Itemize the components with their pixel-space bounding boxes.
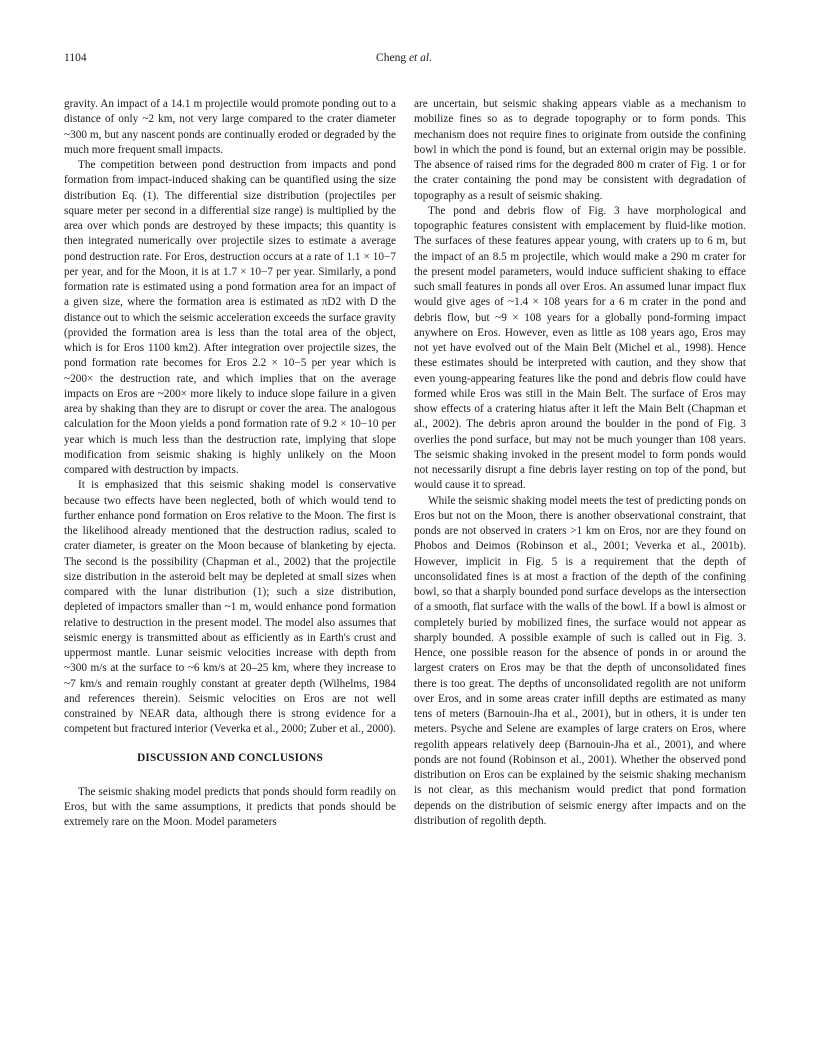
running-head-authors [64,52,744,64]
right-column [414,97,746,829]
section-heading: DISCUSSION AND CONCLUSIONS [137,751,323,764]
paragraph: The pond and debris flow of Fig. 3 have morphological and topographic features consistent with emplacement by fluid-like motion. The surfaces of these features appear young, with craters up to 6 m, but the impact of an 8.5 m projectile, which would make a 290 m crater for the present model parameters, would induce sufficient shaking to efface such small features in ponds all over Eros. An assumed lunar impact flux would give ages of ~1.4 × 108 years for a 6 m crater in the pond and debris flow, but ~9 × 108 years for a globally pond-forming impact anywhere on Eros. However, even as little as 108 years ago, Eros may not yet have evolved out of the Main Belt (Michel et al., 1998). Hence these estimates should be interpreted with caution, and they show that even young-appearing features like the pond and debris flow could have formed while Eros was still in the Main Belt. The surface of Eros may show effects of a cratering hiatus after it left the Main Belt (Chapman et al., 2002). The debris apron around the boulder in the pond of Fig. 3 overlies the pond surface, but may not be much younger than 108 years. The seismic shaking invoked in the present model to form ponds would not necessarily disrupt a fine debris layer resting on top of the pond, but would cause it to spread. [414,204,746,492]
paragraph: While the seismic shaking model meets the test of predicting ponds on Eros but not on the Moon, there is another observational constraint, that ponds are not observed in craters >1 km on Eros, nor are they found on Phobos and Deimos (Robinson et al., 2001; Veverka et al., 2001b). However, implicit in Fig. 5 is a requirement that the depth of unconsolidated fines is at most a fraction of the depth of the confining bowl, so that a sharply bounded pond surface develops as the intersection of a smooth, flat surface with the walls of the bowl. If a bowl is almost or completely buried by mobilized fines, the surface would not appear as sharply bounded. A possible example of such is called out in Fig. 3. Hence, one possible reason for the absence of ponds in or around the largest craters on Eros may be that the depth of unconsolidated fines there is too great. The depths of unconsolidated regolith are not uniform over Eros, and in some areas crater infill depths are estimated as many tens of meters (Barnouin-Jha et al., 2001), but in others, it is under ten meters. Psyche and Selene are examples of large craters on Eros, where regolith appears relatively deep (Barnouin-Jha et al., 2001), and where ponds are not found (Robinson et al., 2001). Whether the observed pond distribution on Eros can be explained by the seismic shaking mechanism is not clear, as this mechanism would predict that pond formation depends on the distribution of seismic energy after impacts and on the distribution of regolith depth. [414,494,746,827]
authors-name: Cheng [376,52,407,64]
running-head [64,52,744,68]
page-number: 1104 [64,52,87,64]
paragraph: The competition between pond destruction from impacts and pond formation from impact-induced shaking can be quantified using the size distribution Eq. (1). The differential size distribution (projectiles per square meter per second in a differential size range) is multiplied by the area over which ponds are destroyed by these impacts; this quantity is then integrated numerically over projectile sizes to estimate a average pond destruction rate. For Eros, destruction occurs at a rate of 1.1 × 10−7 per year, and for the Moon, it is at 1.7 × 10−7 per year. Similarly, a pond formation rate is estimated using a pond formation area for an impact of a given size, where the formation area is estimated as πD2 with D the distance out to which the seismic acceleration exceeds the surface gravity (provided the formation area is less than the total area of the object, which is for Eros 1100 km2). After integration over projectile sizes, the pond formation rate becomes for Eros 2.2 × 10−5 per year which is ~200× the destruction rate, and which implies that on the average impacts on Eros are ~200× more likely to induce slope failure in a given area by shaking than they are to disrupt or cover the area. The analogous calculation for the Moon yields a pond formation rate of 9.2 × 10−10 per year which is much less than the destruction rate, implying that slope modification from seismic shaking is highly unlikely on the Moon compared with destruction by impacts. [64,159,396,476]
paragraph: are uncertain, but seismic shaking appears viable as a mechanism to mobilize fines so as to degrade topography or to form ponds. This mechanism does not require fines to originate from outside the confining bowl in which the pond is found, but an external origin may be possible. The absence of raised rims for the degraded 800 m crater of Fig. 1 or for the crater containing the pond may be consistent with degradation of topography as a result of seismic shaking. [414,98,746,202]
authors-et-al: et al. [408,52,432,64]
paragraph: It is emphasized that this seismic shaking model is conservative because two effects have been neglected, both of which would tend to further enhance pond formation on Eros relative to the Moon. The first is the likelihood already mentioned that the destruction radius, scaled to crater diameter, is greater on the Moon because of blanketing by ejecta. The second is the possibility (Chapman et al., 2002) that the projectile size distribution in the asteroid belt may be depleted at small sizes when compared with the lunar distribution (1); such a size distribution, depleted of impactors smaller than ~1 m, would enhance pond formation relative to destruction in the present model. The model also assumes that seismic energy is transmitted about as efficiently as in Earth's crust and uppermost mantle. Lunar seismic velocities increase with depth from ~300 m/s at the surface to ~6 km/s at 20–25 km, where they increase to ~7 km/s and remain roughly constant at greater depth (Wilhelms, 1984 and references therein). Seismic velocities on Eros are not well constrained by NEAR data, although there is strong evidence for a competent but fractured interior (Veverka et al., 2000; Zuber et al., 2000). [64,479,396,736]
paragraph: The seismic shaking model predicts that ponds should form readily on Eros, but with the same assumptions, it predicts that ponds should be extremely rare on the Moon. Model parameters [64,785,396,829]
left-column [64,97,396,831]
paragraph: gravity. An impact of a 14.1 m projectile would promote ponding out to a distance of only ~2 km, not very large compared to the crater diameter ~300 m, but any nascent ponds are continually eroded or degraded by the much more frequent small impacts. [64,98,396,156]
